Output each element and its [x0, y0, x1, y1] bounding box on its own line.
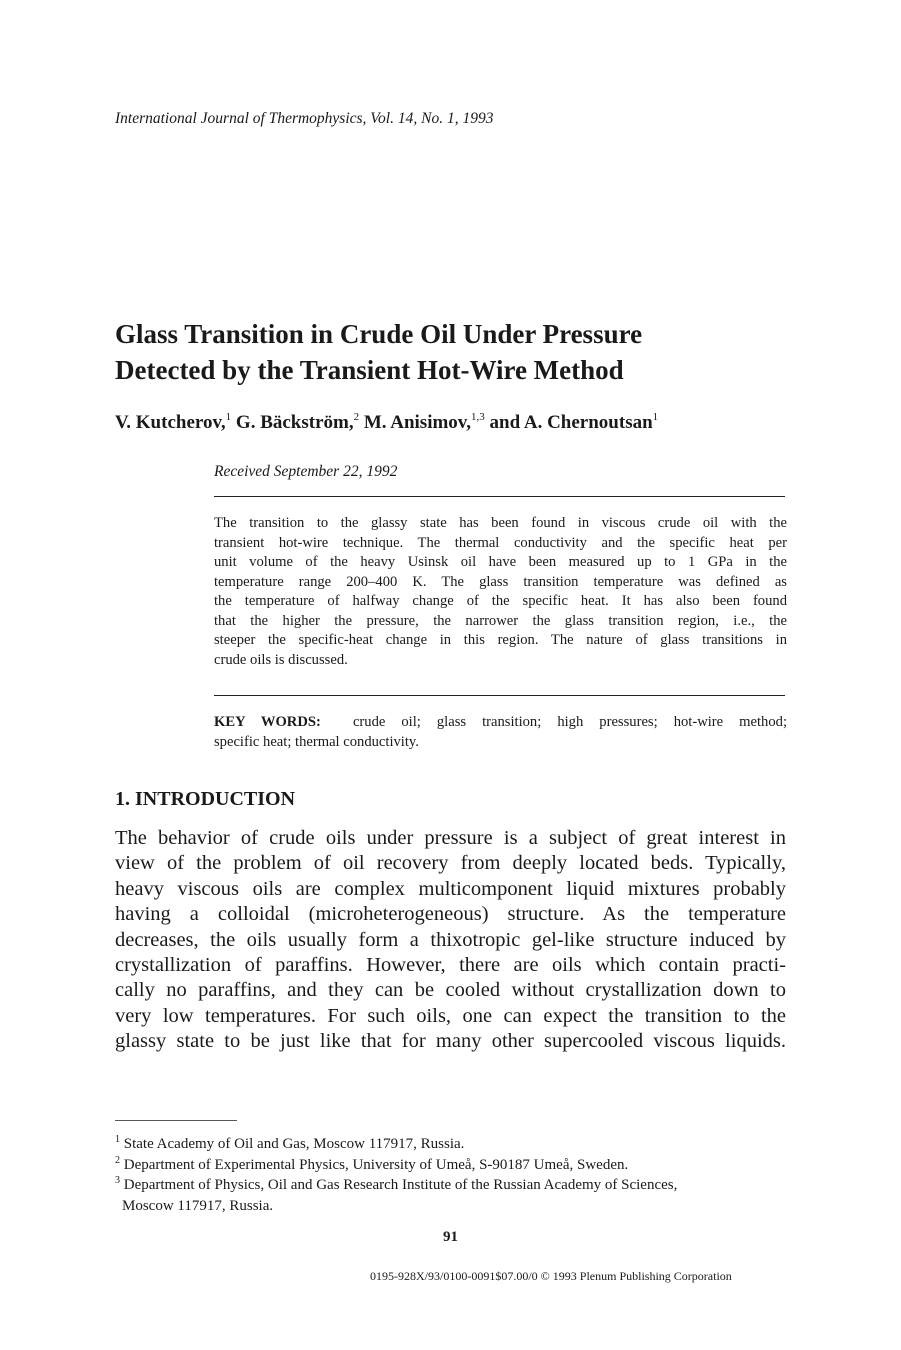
author-name: M. Anisimov,	[363, 412, 472, 433]
footnote-marker: 2	[115, 1154, 120, 1166]
author-name: G. Bäckström,	[235, 412, 354, 433]
author-affiliation: 1	[652, 411, 659, 423]
intro-line: view of the problem of oil recovery from deeply located beds. Typically,	[115, 852, 786, 875]
footnote-2	[115, 1155, 795, 1176]
intro-paragraph	[115, 826, 786, 1055]
abstract-bottom-rule	[214, 695, 785, 696]
title-line-1: Glass Transition in Crude Oil Under Pressure	[115, 319, 643, 349]
author-name: V. Kutcherov,	[115, 412, 226, 433]
author-affiliation: 1	[225, 411, 232, 423]
section-heading: 1. INTRODUCTION	[115, 788, 296, 810]
keywords-line-1	[214, 713, 787, 733]
author-affiliation: 1,3	[471, 411, 485, 423]
footnote-text: State Academy of Oil and Gas, Moscow 117917, Russia.	[123, 1136, 465, 1152]
intro-line: glassy state to be just like that for many other supercooled viscous liquids.	[115, 1030, 786, 1053]
title-line-2: Detected by the Transient Hot-Wire Method	[115, 355, 624, 385]
footnote-text: Department of Physics, Oil and Gas Research Institute of the Russian Academy of Sciences,	[123, 1177, 678, 1193]
keywords-label: KEY WORDS:	[214, 714, 321, 730]
footnotes	[115, 1134, 795, 1216]
abstract	[214, 514, 787, 670]
journal-citation: International Journal of Thermophysics, Vol. 14, No. 1, 1993	[115, 110, 494, 127]
footnote-marker: 3	[115, 1175, 120, 1186]
footnote-3	[115, 1175, 795, 1196]
author-list	[115, 412, 658, 434]
intro-line: very low temperatures. For such oils, one can expect the transition to the	[115, 1004, 786, 1027]
abstract-top-rule	[214, 496, 785, 497]
copyright-line: 0195-928X/93/0100-0091$07.00/0 © 1993 Plenum Publishing Corporation	[370, 1269, 732, 1283]
abstract-line: The transition to the glassy state has been found in viscous crude oil with the	[214, 515, 787, 531]
intro-line: The behavior of crude oils under pressure is a subject of great interest in	[115, 827, 786, 849]
abstract-line: that the higher the pressure, the narrower the glass transition region, i.e., the	[214, 612, 787, 629]
footnote-text: Department of Experimental Physics, University of Umeå, S-90187 Umeå, Sweden.	[123, 1156, 629, 1173]
keywords	[214, 713, 787, 752]
footnote-3-continuation: Moscow 117917, Russia.	[122, 1197, 274, 1214]
abstract-line: steeper the specific-heat change in this region. The nature of glass transitions in	[214, 632, 787, 648]
abstract-line: the temperature of halfway change of the specific heat. It has also been found	[214, 593, 787, 609]
intro-line: heavy viscous oils are complex multicomponent liquid mixtures probably	[115, 877, 786, 900]
intro-line: having a colloidal (microheterogeneous) structure. As the temperature	[115, 903, 786, 926]
footnote-rule	[115, 1120, 237, 1121]
abstract-line: crude oils is discussed.	[214, 651, 348, 668]
paper-title	[115, 316, 815, 388]
keywords-text: crude oil; glass transition; high pressures; hot-wire method;	[352, 714, 787, 730]
keywords-line-2: specific heat; thermal conductivity.	[214, 733, 419, 750]
footnote-marker: 1	[115, 1134, 120, 1145]
author-affiliation: 2	[353, 411, 360, 423]
abstract-line: unit volume of the heavy Usinsk oil have been measured up to 1 GPa in the	[214, 554, 787, 570]
footnote-1	[115, 1134, 795, 1155]
abstract-line: temperature range 200–400 K. The glass transition temperature was defined as	[214, 573, 787, 590]
page-number: 91	[443, 1229, 458, 1245]
abstract-line: transient hot-wire technique. The thermal conductivity and the specific heat per	[214, 534, 787, 551]
received-date: Received September 22, 1992	[214, 463, 398, 480]
intro-line: crystallization of paraffins. However, there are oils which contain practi-	[115, 954, 786, 977]
intro-line: decreases, the oils usually form a thixotropic gel-like structure induced by	[115, 928, 786, 951]
author-name: and A. Chernoutsan	[489, 412, 653, 433]
intro-line: cally no paraffins, and they can be cooled without crystallization down to	[115, 979, 786, 1002]
